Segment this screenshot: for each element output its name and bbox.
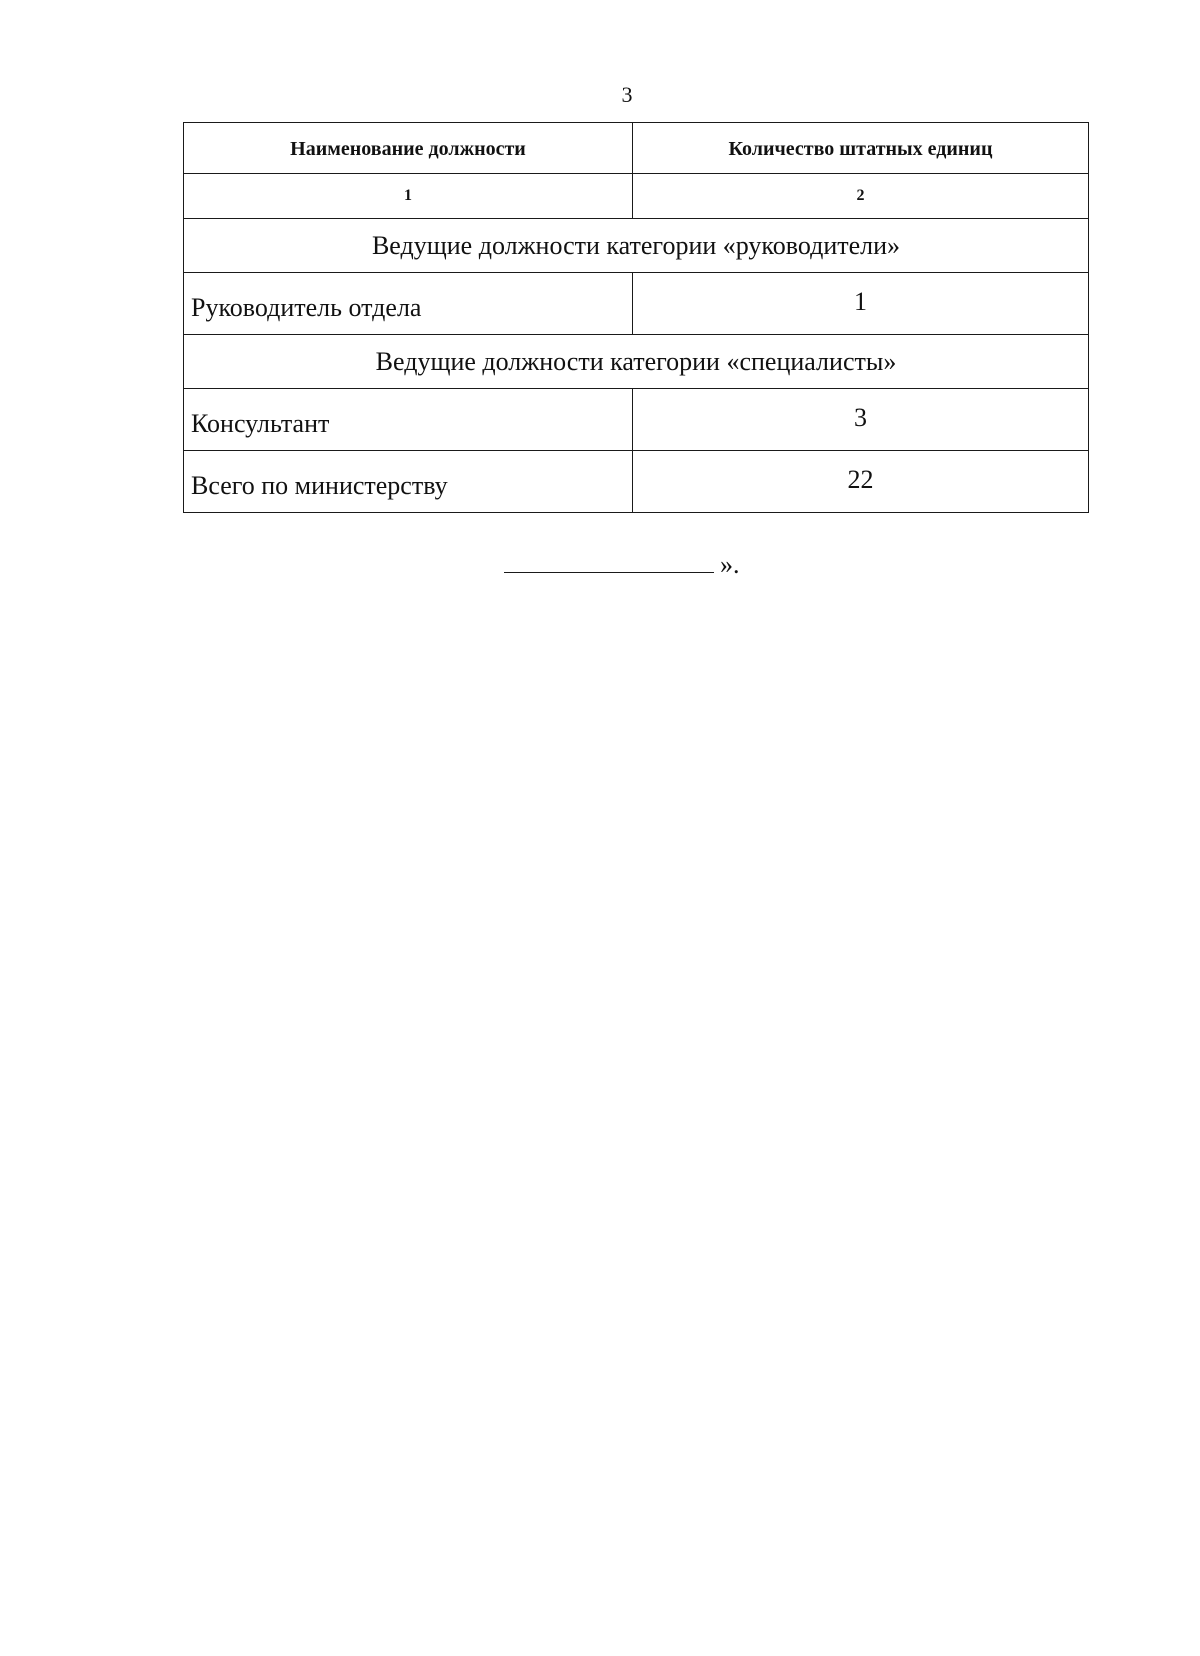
total-row (184, 451, 1089, 513)
header-staff-count: Количество штатных единиц (633, 123, 1089, 174)
table-row (184, 389, 1089, 451)
position-name: Руководитель отдела (184, 273, 633, 335)
column-index-2: 2 (633, 174, 1089, 219)
header-position-name: Наименование должности (184, 123, 633, 174)
position-name: Консультант (184, 389, 633, 451)
section-title: Ведущие должности категории «руководители» (184, 219, 1089, 273)
total-count: 22 (633, 451, 1089, 513)
column-index-row (184, 174, 1089, 219)
section-row-specialists (184, 335, 1089, 389)
closing-line (504, 548, 740, 580)
signature-underline (504, 548, 714, 573)
closing-quote: ». (720, 550, 740, 579)
section-title: Ведущие должности категории «специалисты» (184, 335, 1089, 389)
table-row (184, 273, 1089, 335)
column-index-1: 1 (184, 174, 633, 219)
staff-count: 3 (633, 389, 1089, 451)
page-number: 3 (621, 82, 633, 107)
total-label: Всего по министерству (184, 451, 633, 513)
staff-table (183, 122, 1089, 513)
staff-count: 1 (633, 273, 1089, 335)
section-row-managers (184, 219, 1089, 273)
table-header-row (184, 123, 1089, 174)
